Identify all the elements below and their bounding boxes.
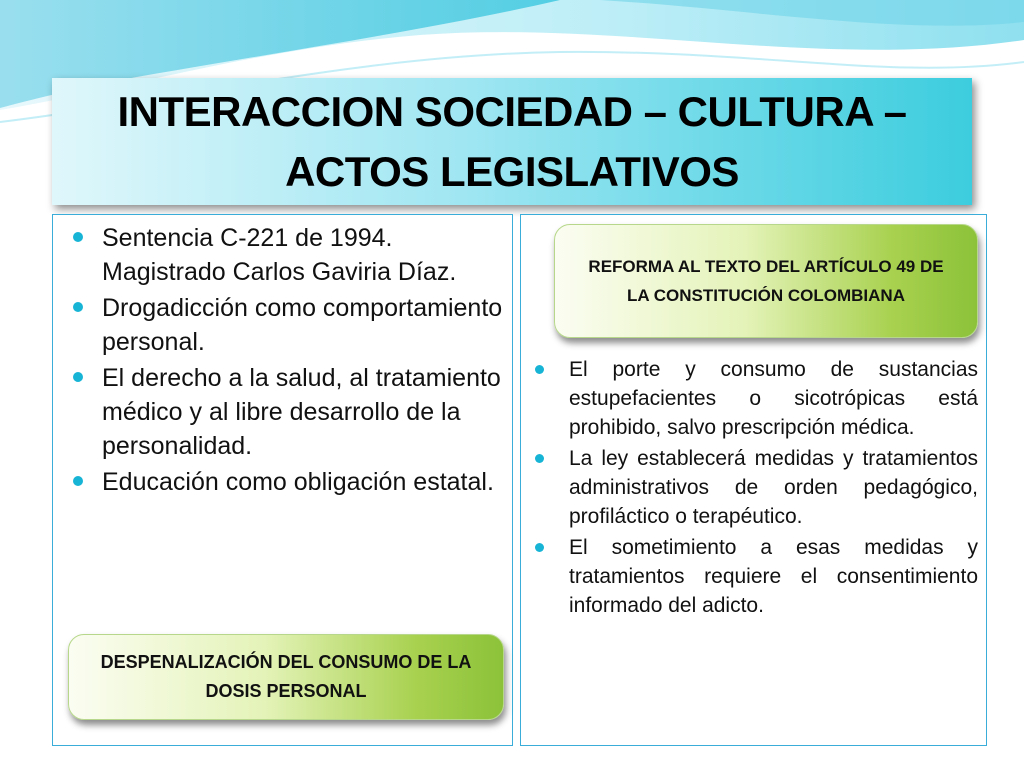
- bullet-text: El sometimiento a esas medidas y tratamientos requiere el consentimiento informado del adicto.: [569, 536, 978, 617]
- slide-title: INTERACCION SOCIEDAD – CULTURA – ACTOS LEGISLATIVOS: [117, 87, 907, 195]
- bullet-dot-icon: [73, 372, 83, 382]
- bullet-dot-icon: [73, 302, 83, 312]
- bullet-dot-icon: [535, 365, 544, 374]
- bullet-dot-icon: [535, 543, 544, 552]
- bullet-dot-icon: [73, 232, 83, 242]
- list-item: [70, 465, 510, 499]
- bullet-dot-icon: [535, 454, 544, 463]
- right-bullet-list: [532, 355, 978, 622]
- list-item: [532, 355, 978, 442]
- list-item: [532, 533, 978, 620]
- left-bullet-list: [70, 221, 510, 501]
- title-banner: [52, 78, 972, 205]
- bullet-text: La ley establecerá medidas y tratamientos administrativos de orden pedagógico, profiláctico o terapéutico.: [569, 447, 978, 528]
- bullet-text: Sentencia C-221 de 1994. Magistrado Carlos Gaviria Díaz.: [102, 224, 457, 286]
- list-item: [70, 221, 510, 289]
- bullet-text: El derecho a la salud, al tratamiento médico y al libre desarrollo de la personalidad.: [102, 364, 501, 460]
- list-item: [532, 444, 978, 531]
- article-reform-callout: REFORMA AL TEXTO DEL ARTÍCULO 49 DE LA CONSTITUCIÓN COLOMBIANA: [554, 224, 978, 338]
- list-item: [70, 291, 510, 359]
- bullet-text: El porte y consumo de sustancias estupefacientes o sicotrópicas está prohibido, salvo prescripción médica.: [569, 358, 978, 439]
- bullet-text: Educación como obligación estatal.: [102, 468, 494, 496]
- decriminalization-callout: DESPENALIZACIÓN DEL CONSUMO DE LA DOSIS PERSONAL: [68, 634, 504, 720]
- bullet-dot-icon: [73, 476, 83, 486]
- bullet-text: Drogadicción como comportamiento personal.: [102, 294, 503, 356]
- list-item: [70, 361, 510, 463]
